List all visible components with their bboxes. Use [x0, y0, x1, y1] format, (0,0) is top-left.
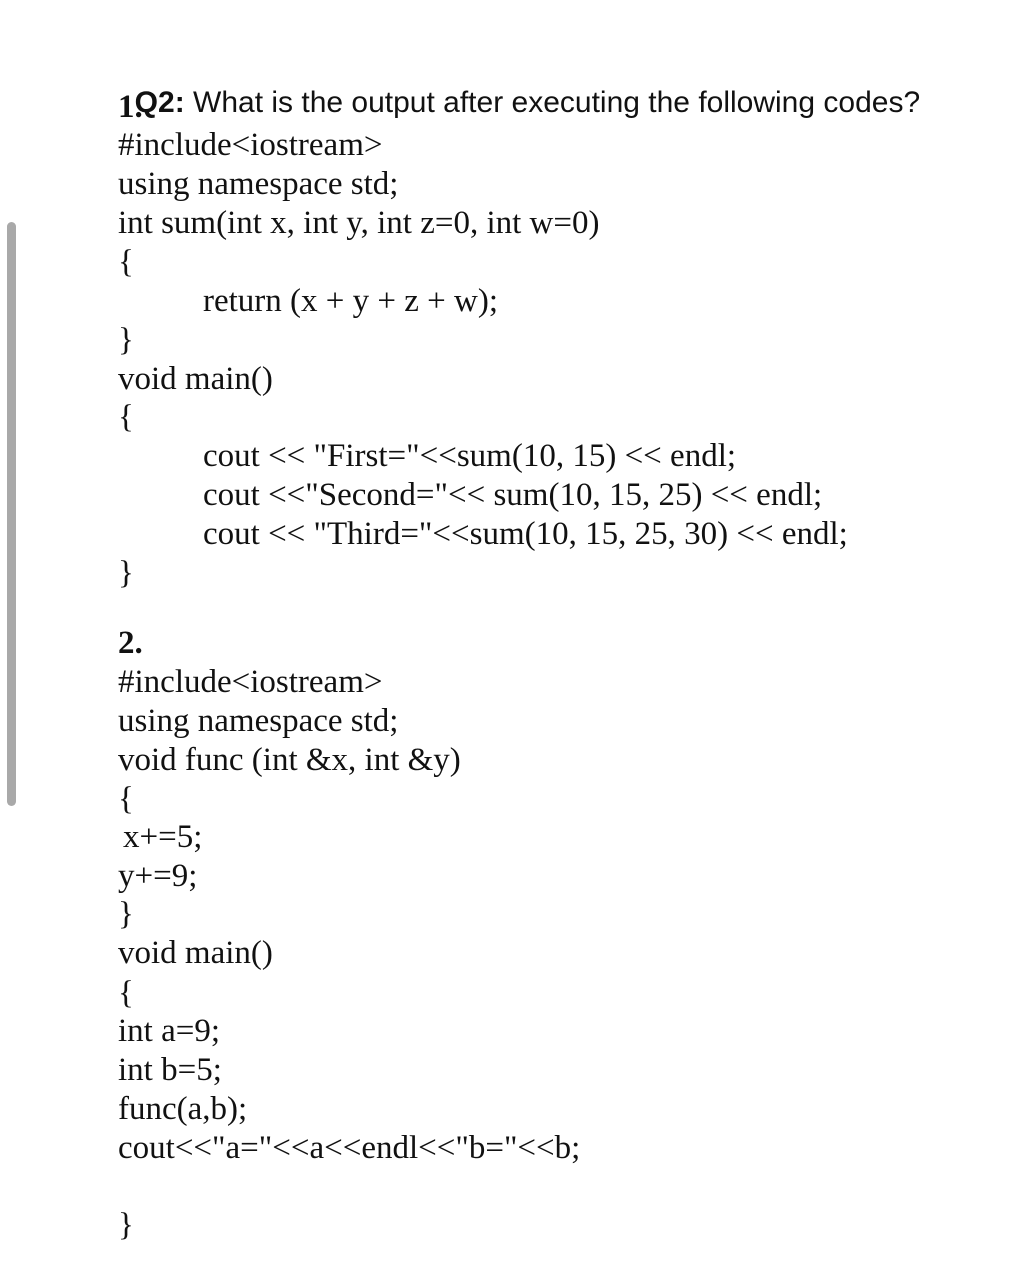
scrollbar[interactable] [7, 222, 16, 806]
code-line: { [118, 399, 134, 435]
code-line: { [118, 244, 134, 280]
code-line: } [118, 896, 134, 932]
code-line: } [118, 555, 134, 591]
code-line: using namespace std; [118, 166, 399, 202]
code-line: return (x + y + z + w); [203, 283, 499, 319]
question-label: Q2: [134, 86, 185, 119]
code-line: y+=9; [118, 858, 198, 894]
code-line: void main() [118, 935, 273, 971]
code-line: void func (int &x, int &y) [118, 742, 461, 778]
part2-number: 2. [118, 625, 143, 661]
code-line: int sum(int x, int y, int z=0, int w=0) [118, 205, 600, 241]
code-line: using namespace std; [118, 703, 399, 739]
code-line: { [118, 975, 134, 1011]
code-line: cout<<"a="<<a<<endl<<"b="<<b; [118, 1130, 581, 1166]
code-line: cout <<"Second="<< sum(10, 15, 25) << endl; [203, 477, 823, 513]
code-line: #include<iostream> [118, 127, 383, 163]
code-line: void main() [118, 361, 273, 397]
code-line: int b=5; [118, 1052, 222, 1088]
code-line: #include<iostream> [118, 664, 383, 700]
code-line: cout << "First="<<sum(10, 15) << endl; [203, 438, 737, 474]
question-heading [118, 46, 920, 122]
code-line: func(a,b); [118, 1091, 248, 1127]
code-line: x+=5; [123, 819, 203, 855]
part1-number: 1. [118, 89, 143, 125]
code-line: int a=9; [118, 1013, 221, 1049]
code-line: { [118, 781, 134, 817]
code-line: cout << "Third="<<sum(10, 15, 25, 30) << endl; [203, 516, 848, 552]
code-line: } [118, 322, 134, 358]
question-text: What is the output after executing the following codes? [184, 86, 921, 119]
code-line: } [118, 1207, 134, 1243]
